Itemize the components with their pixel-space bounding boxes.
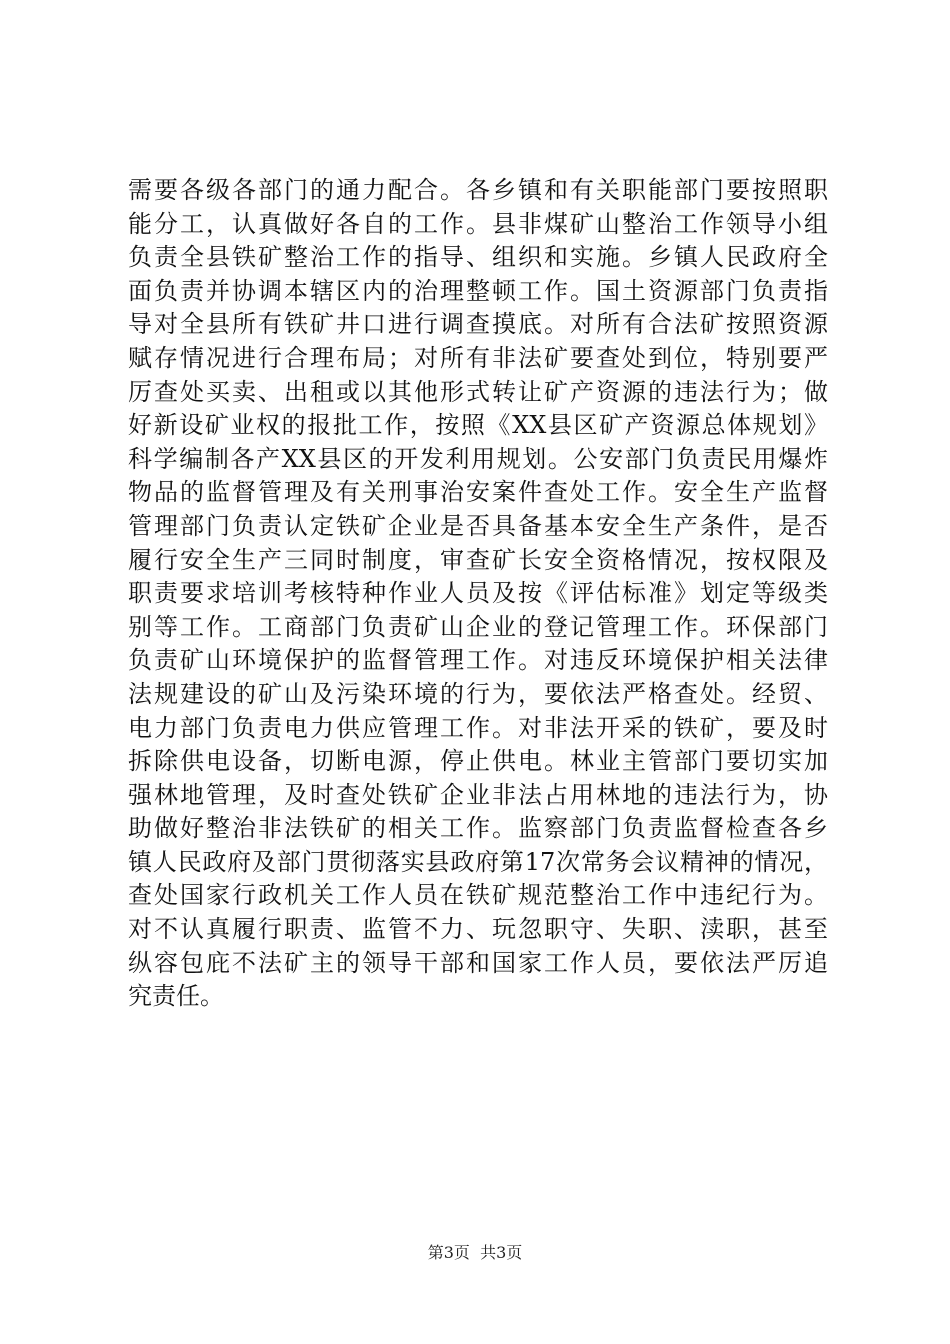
text-line: 助做好整治非法铁矿的相关工作。监察部门负责监督检查各乡 [128, 814, 828, 843]
text-line: 负责全县铁矿整治工作的指导、组织和实施。乡镇人民政府全 [128, 243, 828, 272]
text-line: 究责任。 [128, 982, 224, 1011]
text-line: 电力部门负责电力供应管理工作。对非法开采的铁矿，要及时 [128, 713, 828, 742]
text-line: 查处国家行政机关工作人员在铁矿规范整治工作中违纪行为。 [128, 881, 828, 910]
text-line: 镇人民政府及部门贯彻落实县政府第17次常务会议精神的情况， [128, 847, 828, 876]
text-line: 科学编制各产XX县区的开发利用规划。公安部门负责民用爆炸 [128, 444, 828, 473]
text-line: 赋存情况进行合理布局；对所有非法矿要查处到位，特别要严 [128, 343, 828, 372]
text-line: 负责矿山环境保护的监督管理工作。对违反环境保护相关法律 [128, 646, 828, 675]
text-line: 能分工，认真做好各自的工作。县非煤矿山整治工作领导小组 [128, 209, 828, 238]
text-line: 需要各级各部门的通力配合。各乡镇和有关职能部门要按照职 [128, 176, 828, 204]
text-line: 职责要求培训考核特种作业人员及按《评估标准》划定等级类 [128, 579, 828, 608]
text-line: 强林地管理，及时查处铁矿企业非法占用林地的违法行为，协 [128, 780, 828, 809]
text-line: 别等工作。工商部门负责矿山企业的登记管理工作。环保部门 [128, 612, 828, 641]
text-line: 好新设矿业权的报批工作，按照《XX县区矿产资源总体规划》 [128, 411, 828, 440]
text-line: 拆除供电设备，切断电源，停止供电。林业主管部门要切实加 [128, 747, 828, 776]
text-line: 法规建设的矿山及污染环境的行为，要依法严格查处。经贸、 [128, 679, 828, 708]
text-line: 履行安全生产三同时制度，审查矿长安全资格情况，按权限及 [128, 545, 828, 574]
text-line: 纵容包庇不法矿主的领导干部和国家工作人员，要依法严厉追 [128, 948, 828, 977]
text-line: 厉查处买卖、出租或以其他形式转让矿产资源的违法行为；做 [128, 377, 828, 406]
page-footer [0, 1243, 950, 1263]
text-line: 导对全县所有铁矿井口进行调查摸底。对所有合法矿按照资源 [128, 310, 828, 339]
text-line: 物品的监督管理及有关刑事治安案件查处工作。安全生产监督 [128, 478, 828, 507]
text-line: 面负责并协调本辖区内的治理整顿工作。国土资源部门负责指 [128, 276, 828, 305]
body-paragraph [128, 174, 828, 1014]
text-line: 管理部门负责认定铁矿企业是否具备基本安全生产条件，是否 [128, 511, 828, 540]
text-line: 对不认真履行职责、监管不力、玩忽职守、失职、渎职，甚至 [128, 915, 828, 944]
page-number: 第3页 共3页 [427, 1243, 523, 1262]
